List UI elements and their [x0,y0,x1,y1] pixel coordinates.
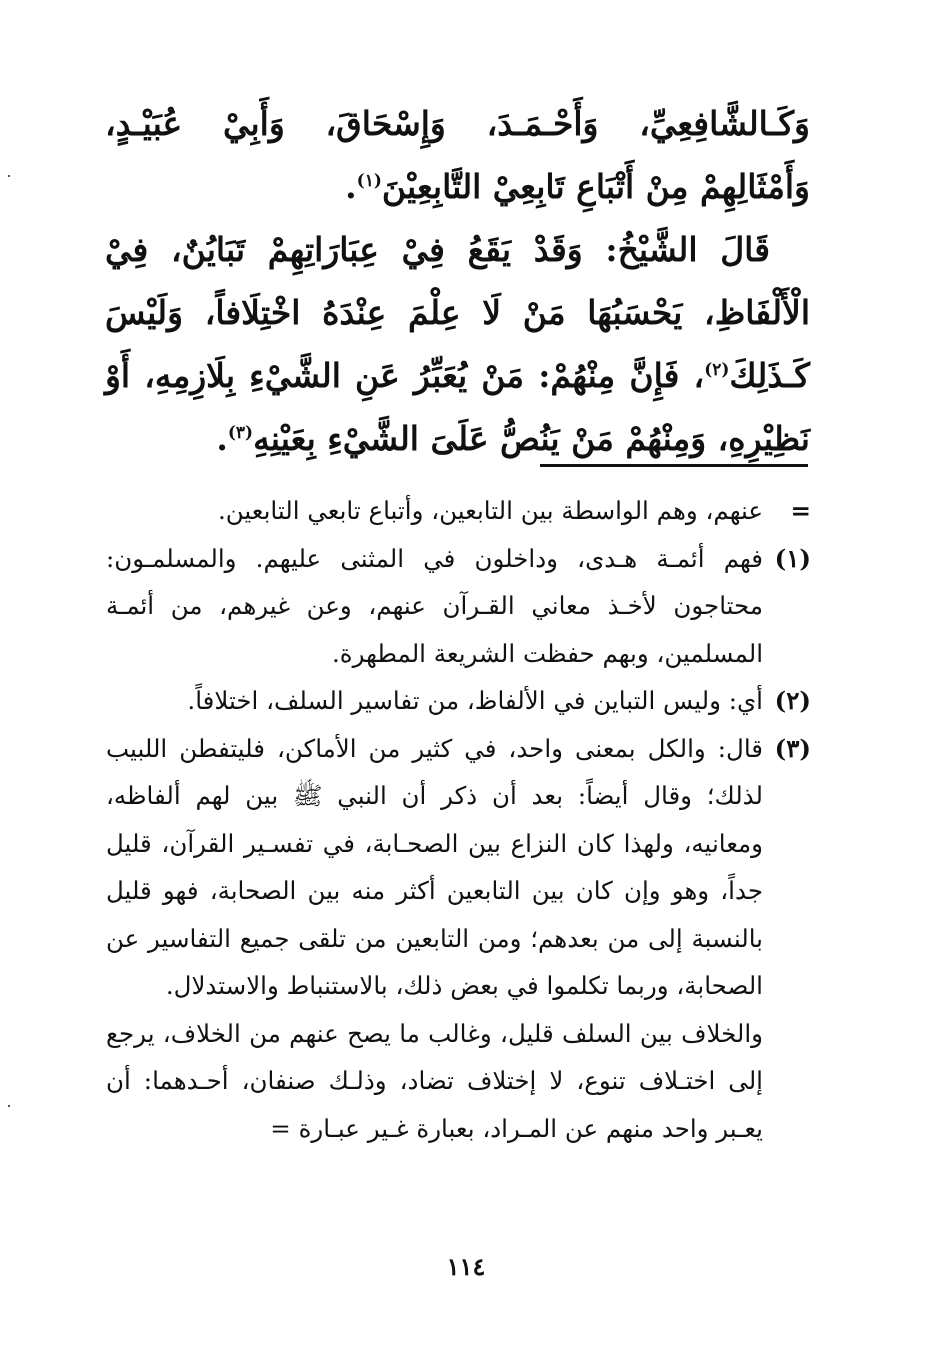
footnote-continuation [106,487,811,535]
footnote-3 [106,725,811,1010]
footnote-text: قال: والكل بمعنى واحد، في كثير من الأماكن، فليتفطن اللبيب لذلك؛ وقال أيضاً: بعد أن ذكر أن النبي ﷺ بين لهم ألفاظه، ومعانيه، ولهذا كان النزاع بين الصحـابة، في تفسـير القرآن، قليل جداً، وهو وإن كان بين التابعين أكثر منه بين الصحابة، فهو قليل بالنسبة إلى من بعدهم؛ ومن التابعين من تلقى جميع التفاسير عن الصحابة، وربما تكلموا في بعض ذلك، بالاستنباط والاستدلال. [106,733,763,1000]
footnote-2 [106,677,811,725]
continuation-mark: = [790,496,811,525]
main-paragraph-text: ، فَإِنَّ مِنْهُمْ: مَنْ يُعَبِّرُ عَنِ الشَّيْءِ بِلَازِمِهِ، أَوْ نَظِيْرِهِ، وَمِنْهُمْ مَنْ يَنُصُّ عَلَىَ الشَّيْءِ بِعَيْنِهِ [105,356,810,458]
footnote-text: عنهم، وهم الواسطة بين التابعين، وأتباع تابعي التابعين. [217,496,763,525]
footnote-3-continuation: والخلاف بين السلف قليل، وغالب ما يصح عنهم من الخلاف، يرجع إلى اختـلاف تنوع، لا إختلاف تضاد، وذلـك صنفان، أحـدهما: أن يعـبر واحد منهم عن المـراد، بعبارة غـير عبـارة = [106,1018,763,1143]
footnote-number: (٣) [774,733,811,763]
main-text [105,92,810,470]
main-paragraph-text: قَالَ الشَّيْخُ: وَقَدْ يَقَعُ فِيْ عِبَارَاتِهِمْ تَبَايُنٌ، فِيْ الْأَلْفَاظِ، يَحْسَبُهَا مَنْ لَا عِلْمَ عِنْدَهُ اخْتِلَافاً، وَلَيْسَ كَـذَلِكَ [105,230,810,395]
footnote-ref[interactable]: (٣) [227,423,254,443]
main-paragraph-text: وَكَـالشَّافِعِيِّ، وَأَحْـمَـدَ، وَإِسْحَاقَ، وَأَبِيْ عُبَيْـدٍ، وَأَمْثَالِهِمْ مِنْ أَتْبَاعِ تَابِعِيْ التَّابِعِيْنَ [105,104,810,206]
footnote-number: (٢) [774,686,811,715]
main-paragraph [105,92,810,218]
footnotes [106,487,811,1152]
main-paragraph [105,218,810,470]
footnote-separator [540,464,808,467]
scan-speck [8,175,10,177]
scan-speck [8,1105,10,1107]
punctuation: . [216,419,228,458]
footnote-text: فهم أئمـة هـدى، وداخلون في المثنى عليهم. والمسلمـون: محتاجون لأخـذ معاني القـرآن عنهم، وعن غيرهم، من أئمـة المسلمين، وبهم حفظت الشريعة المطهرة. [106,543,763,668]
page-number: ١١٤ [446,1252,486,1281]
footnote-text: أي: وليس التباين في الألفاظ، من تفاسير السلف، اختلافاً. [187,686,763,715]
footnote-1 [106,535,811,678]
punctuation: . [345,167,357,206]
footnote-number: (١) [774,543,811,573]
footnote-ref[interactable]: (١) [356,171,382,191]
footnote-ref[interactable]: (٢) [704,360,730,380]
